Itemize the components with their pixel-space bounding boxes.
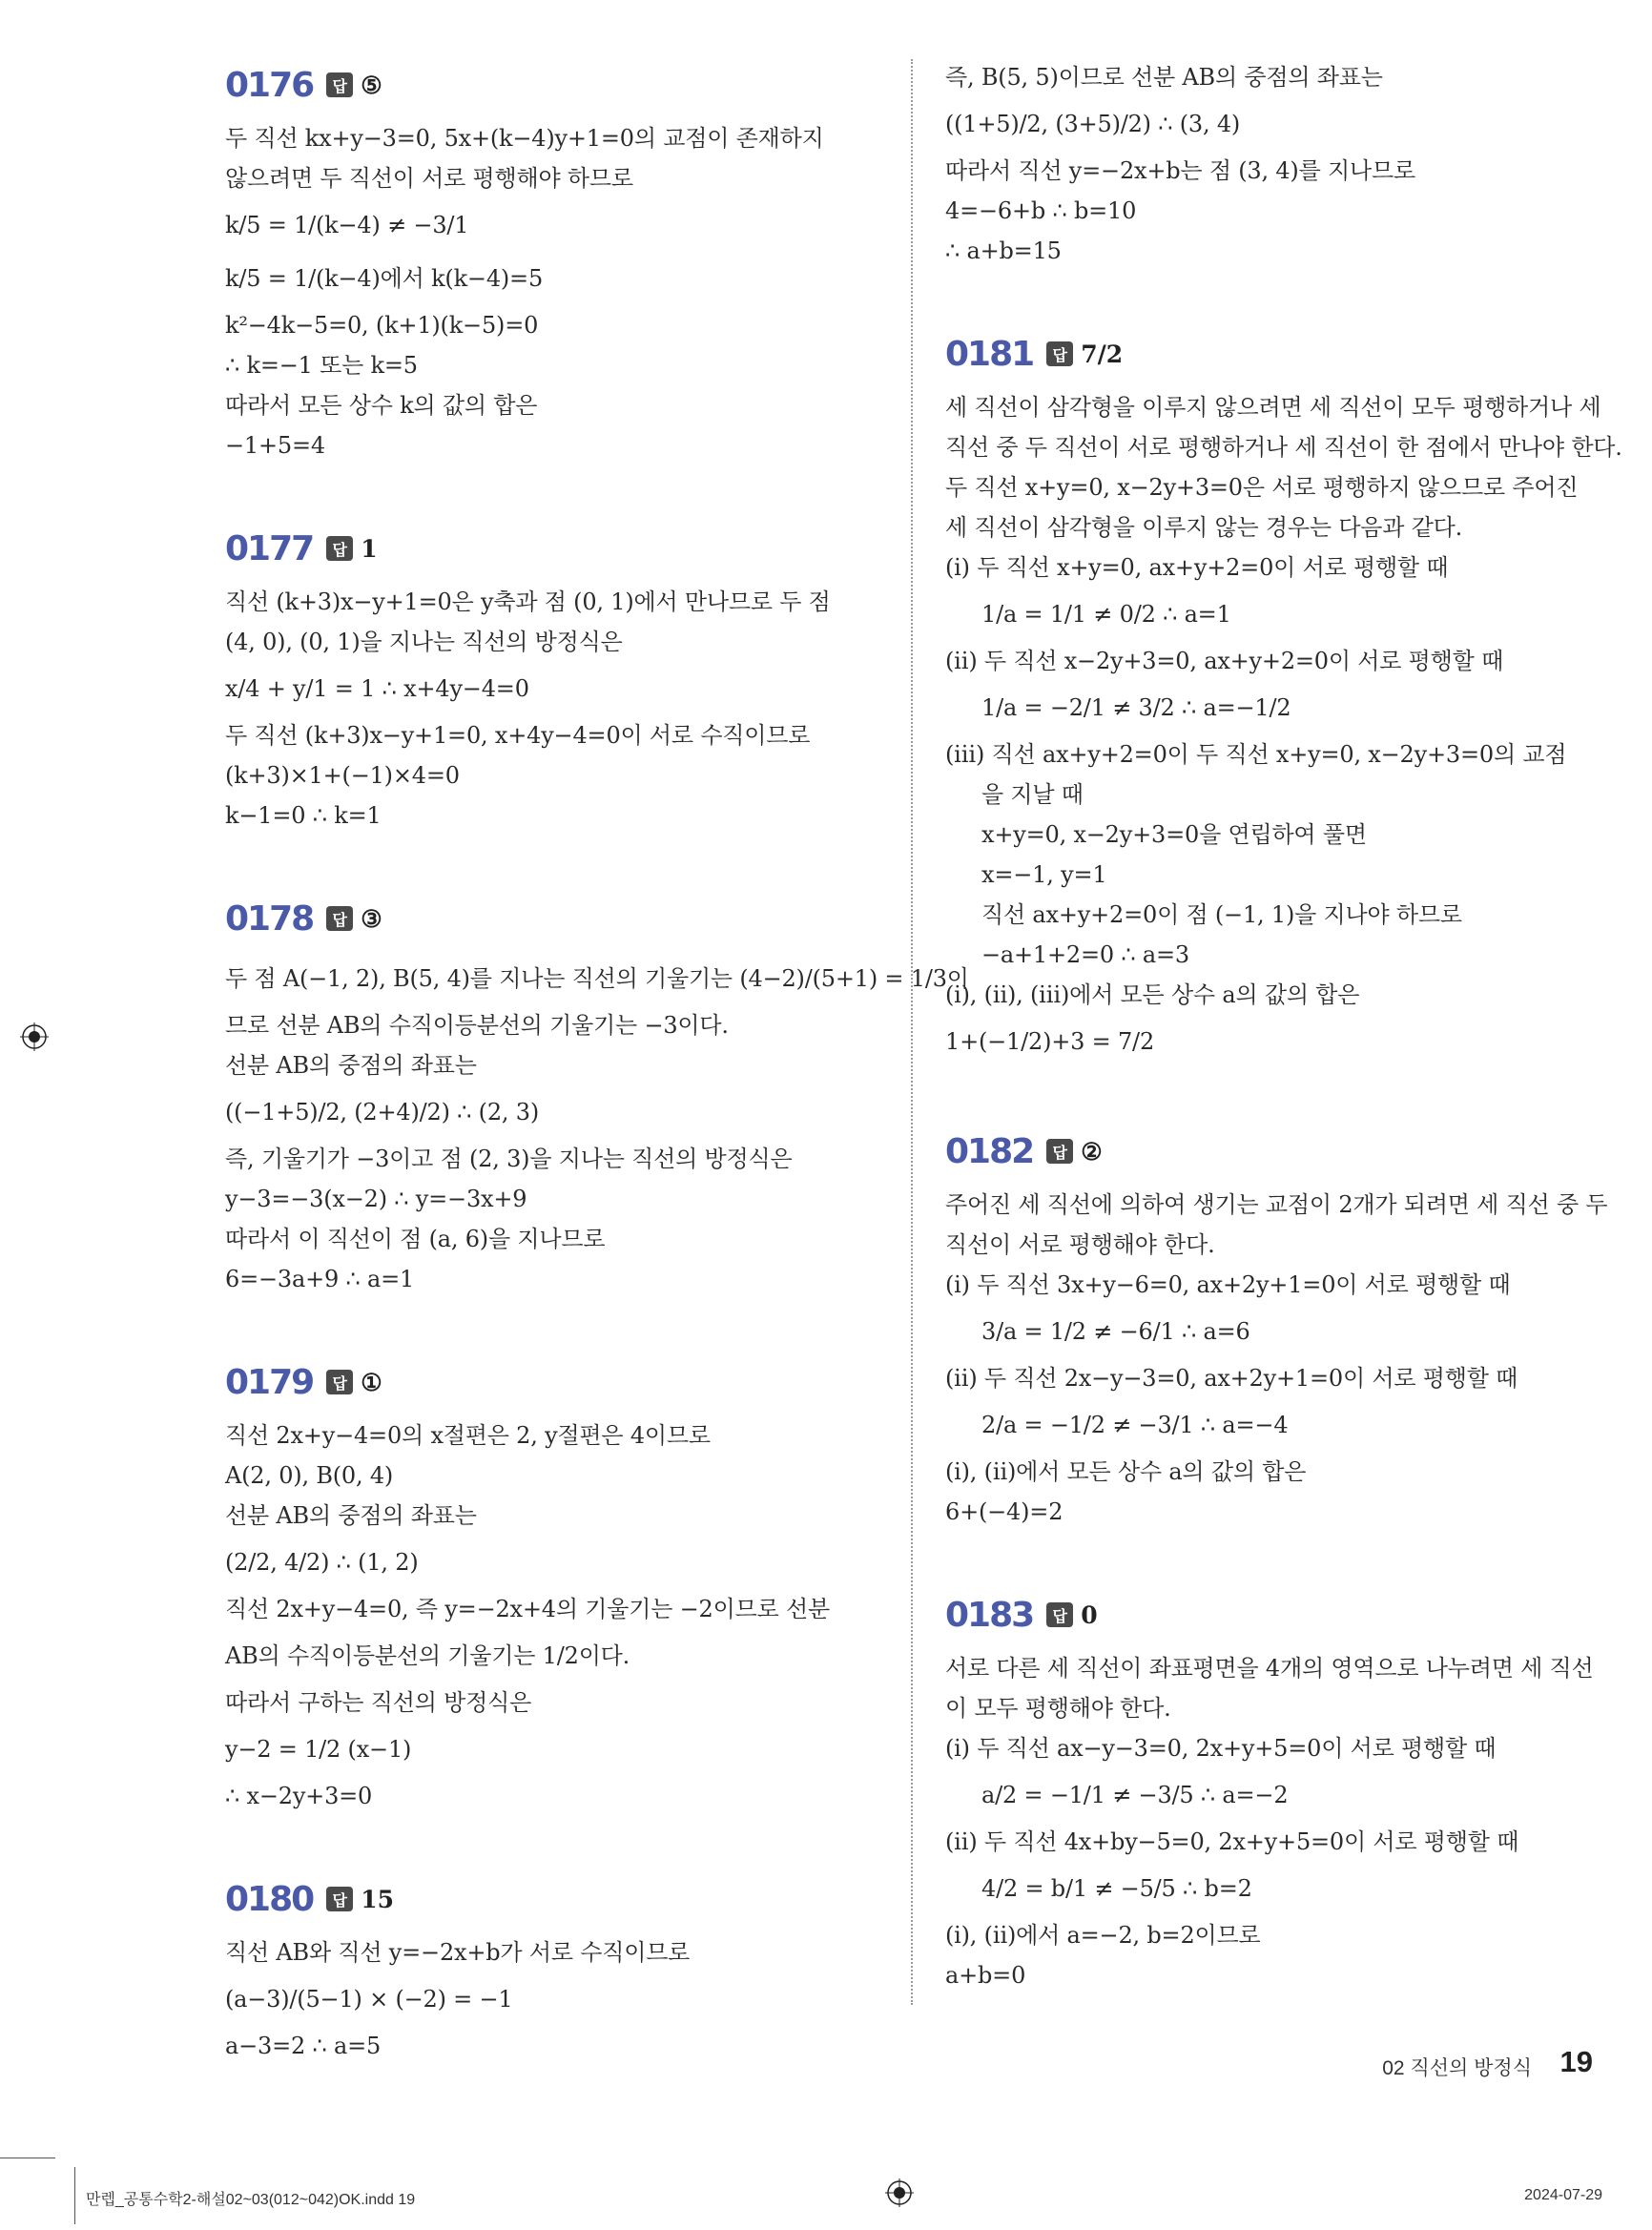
- solution-line: (ⅱ) 두 직선 2x−y−3=0, ax+2y+1=0이 서로 평행할 때: [945, 1365, 1518, 1392]
- solution-line: 않으려면 두 직선이 서로 평행해야 하므로: [225, 165, 633, 192]
- problem-header: [225, 521, 883, 576]
- solution-line: y−2 = 1/2 (x−1): [225, 1736, 412, 1763]
- answer-value: ②: [1081, 1137, 1103, 1166]
- answer-value: 1: [361, 534, 378, 563]
- solution-line: ∴ k=−1 또는 k=5: [225, 352, 418, 379]
- answer-badge: 답: [1046, 1139, 1073, 1164]
- solution-line: 따라서 모든 상수 k의 값의 합은: [225, 392, 538, 419]
- solution-line: 즉, 기울기가 −3이고 점 (2, 3)을 지나는 직선의 방정식은: [225, 1146, 793, 1172]
- problem-header: [225, 1354, 883, 1410]
- answer-value: 0: [1081, 1600, 1098, 1629]
- trim-mark: [74, 2167, 75, 2224]
- solution-line: a−3=2 ∴ a=5: [225, 2033, 382, 2059]
- problem-0180: [225, 1871, 883, 2066]
- solution-line: 선분 AB의 중점의 좌표는: [225, 1052, 477, 1079]
- answer-badge: 답: [326, 72, 353, 97]
- problem-0183: [945, 1587, 1603, 1995]
- solution-line: (ⅰ) 두 직선 ax−y−3=0, 2x+y+5=0이 서로 평행할 때: [945, 1735, 1497, 1762]
- solution-line: A(2, 0), B(0, 4): [225, 1462, 394, 1489]
- problem-number: 0179: [225, 1362, 314, 1402]
- answer-value: ⑤: [361, 71, 382, 99]
- solution-line: a+b=0: [945, 1962, 1026, 1989]
- solution-line: (a−3)/(5−1) × (−2) = −1: [225, 1986, 513, 2013]
- problem-header: [225, 57, 883, 113]
- solution-line: (ⅲ) 직선 ax+y+2=0이 두 직선 x+y=0, x−2y+3=0의 교점: [945, 741, 1567, 768]
- registration-mark-icon: [20, 1022, 49, 1051]
- left-column: [225, 57, 969, 2121]
- solution-line: x/4 + y/1 = 1 ∴ x+4y−4=0: [225, 675, 529, 702]
- solution-line: 3/a = 1/2 ≠ −6/1 ∴ a=6: [981, 1318, 1250, 1345]
- solution-line: −1+5=4: [225, 432, 325, 459]
- problem-header: [945, 1587, 1603, 1642]
- answer-badge: 답: [1046, 1602, 1073, 1627]
- answer-badge: 답: [326, 536, 353, 561]
- print-date: 2024-07-29: [1524, 2187, 1602, 2203]
- problem-0182: [945, 1124, 1608, 1532]
- solution-line: −a+1+2=0 ∴ a=3: [981, 941, 1189, 968]
- solution-line: 1/a = 1/1 ≠ 0/2 ∴ a=1: [981, 601, 1231, 628]
- solution-line: 2/a = −1/2 ≠ −3/1 ∴ a=−4: [981, 1412, 1289, 1438]
- solution-line: (ⅰ), (ⅱ)에서 모든 상수 a의 값의 합은: [945, 1458, 1307, 1485]
- solution-line: ((−1+5)/2, (2+4)/2) ∴ (2, 3): [225, 1099, 540, 1125]
- solution-line: 두 직선 x+y=0, x−2y+3=0은 서로 평행하지 않으므로 주어진: [945, 474, 1579, 501]
- solution-line: 선분 AB의 중점의 좌표는: [225, 1502, 477, 1529]
- problem-number: 0177: [225, 528, 314, 568]
- solution-line: ((1+5)/2, (3+5)/2) ∴ (3, 4): [945, 111, 1241, 137]
- solution-line: 직선 중 두 직선이 서로 평행하거나 세 직선이 한 점에서 만나야 한다.: [945, 434, 1622, 461]
- solution-line: 세 직선이 삼각형을 이루지 않으려면 세 직선이 모두 평행하거나 세: [945, 394, 1601, 421]
- problem-0181: [945, 326, 1622, 1068]
- solution-line: 따라서 구하는 직선의 방정식은: [225, 1689, 532, 1716]
- solution-line: 따라서 직선 y=−2x+b는 점 (3, 4)를 지나므로: [945, 157, 1415, 184]
- print-file-info: 만렙_공통수학2-해설02~03(012~042)OK.indd 19: [86, 2192, 416, 2208]
- registration-mark-icon: [885, 2178, 914, 2207]
- problem-header: [225, 891, 883, 946]
- solution-line: k/5 = 1/(k−4)에서 k(k−4)=5: [225, 265, 544, 292]
- solution-line: a/2 = −1/1 ≠ −3/5 ∴ a=−2: [981, 1782, 1289, 1808]
- answer-badge: 답: [326, 1887, 353, 1911]
- solution-line: 두 직선 (k+3)x−y+1=0, x+4y−4=0이 서로 수직이므로: [225, 722, 811, 749]
- solution-line: 직선 2x+y−4=0의 x절편은 2, y절편은 4이므로: [225, 1422, 711, 1449]
- solution-line: k/5 = 1/(k−4) ≠ −3/1: [225, 212, 469, 238]
- problem-number: 0176: [225, 65, 314, 105]
- solution-line: (ⅰ), (ⅱ)에서 a=−2, b=2이므로: [945, 1922, 1261, 1949]
- solution-line: (k+3)×1+(−1)×4=0: [225, 762, 460, 789]
- solution-line: 두 직선 kx+y−3=0, 5x+(k−4)y+1=0의 교점이 존재하지: [225, 125, 824, 152]
- problem-continuation: [945, 57, 1603, 271]
- solution-line: (ⅱ) 두 직선 4x+by−5=0, 2x+y+5=0이 서로 평행할 때: [945, 1828, 1519, 1855]
- problem-header: [945, 1124, 1603, 1179]
- solution-line: 따라서 이 직선이 점 (a, 6)을 지나므로: [225, 1226, 606, 1252]
- solution-line: 즉, B(5, 5)이므로 선분 AB의 중점의 좌표는: [945, 64, 1383, 91]
- solution-line: AB의 수직이등분선의 기울기는 1/2이다.: [225, 1642, 630, 1669]
- solution-line: 직선 ax+y+2=0이 점 (−1, 1)을 지나야 하므로: [981, 901, 1462, 928]
- answer-value: ③: [361, 904, 382, 933]
- solution-line: 직선 2x+y−4=0, 즉 y=−2x+4의 기울기는 −2이므로 선분: [225, 1596, 830, 1622]
- answer-value: ①: [361, 1368, 382, 1396]
- problem-header: [225, 1871, 883, 1927]
- solution-line: (ⅰ), (ⅱ), (ⅲ)에서 모든 상수 a의 값의 합은: [945, 981, 1360, 1008]
- solution-line: ∴ x−2y+3=0: [225, 1783, 373, 1809]
- problem-number: 0178: [225, 898, 314, 939]
- solution-line: (ⅰ) 두 직선 3x+y−6=0, ax+2y+1=0이 서로 평행할 때: [945, 1271, 1511, 1298]
- solution-line: (4, 0), (0, 1)을 지나는 직선의 방정식은: [225, 629, 623, 655]
- solution-line: 4=−6+b ∴ b=10: [945, 197, 1137, 224]
- answer-badge: 답: [326, 906, 353, 931]
- solution-line: 세 직선이 삼각형을 이루지 않는 경우는 다음과 같다.: [945, 514, 1463, 541]
- problem-0177: [225, 521, 883, 836]
- solution-line: k−1=0 ∴ k=1: [225, 802, 382, 829]
- solution-line: 주어진 세 직선에 의하여 생기는 교점이 2개가 되려면 세 직선 중 두: [945, 1191, 1608, 1218]
- page-number: 19: [1559, 2045, 1593, 2078]
- solution-line: (ⅱ) 두 직선 x−2y+3=0, ax+y+2=0이 서로 평행할 때: [945, 648, 1504, 674]
- right-column: [945, 57, 1622, 2051]
- solution-line: 직선 AB와 직선 y=−2x+b가 서로 수직이므로: [225, 1939, 691, 1966]
- solution-line: y−3=−3(x−2) ∴ y=−3x+9: [225, 1186, 527, 1212]
- solution-line: 6=−3a+9 ∴ a=1: [225, 1266, 415, 1292]
- solution-line: 이 모두 평행해야 한다.: [945, 1695, 1171, 1722]
- answer-badge: 답: [326, 1370, 353, 1394]
- answer-value: 15: [361, 1885, 394, 1913]
- solution-line: (2/2, 4/2) ∴ (1, 2): [225, 1549, 419, 1576]
- solution-line: (ⅰ) 두 직선 x+y=0, ax+y+2=0이 서로 평행할 때: [945, 554, 1449, 581]
- solution-line: 4/2 = b/1 ≠ −5/5 ∴ b=2: [981, 1875, 1252, 1902]
- solution-line: x+y=0, x−2y+3=0을 연립하여 풀면: [981, 821, 1367, 848]
- solution-line: ∴ a+b=15: [945, 237, 1062, 264]
- solution-line: k²−4k−5=0, (k+1)(k−5)=0: [225, 312, 539, 339]
- column-divider: [911, 59, 913, 2005]
- problem-header: [945, 326, 1603, 382]
- problem-0179: [225, 1354, 883, 1816]
- solution-line: 두 점 A(−1, 2), B(5, 4)를 지나는 직선의 기울기는 (4−2)/(5+1) = 1/3이: [225, 965, 969, 992]
- solution-line: 서로 다른 세 직선이 좌표평면을 4개의 영역으로 나누려면 세 직선: [945, 1655, 1594, 1682]
- problem-0176: [225, 57, 883, 465]
- answer-badge: 답: [1046, 341, 1073, 366]
- problem-number: 0182: [945, 1131, 1034, 1171]
- solution-line: 을 지날 때: [981, 781, 1084, 808]
- solution-line: 직선이 서로 평행해야 한다.: [945, 1231, 1215, 1258]
- solution-line: x=−1, y=1: [981, 861, 1107, 888]
- answer-value: 7/2: [1081, 340, 1124, 368]
- solution-line: 므로 선분 AB의 수직이등분선의 기울기는 −3이다.: [225, 1012, 729, 1039]
- solution-line: 직선 (k+3)x−y+1=0은 y축과 점 (0, 1)에서 만나므로 두 점: [225, 588, 831, 615]
- section-title: 02 직선의 방정식: [1382, 2057, 1532, 2079]
- problem-number: 0181: [945, 334, 1034, 374]
- problem-number: 0183: [945, 1595, 1034, 1635]
- solution-line: 1+(−1/2)+3 = 7/2: [945, 1028, 1155, 1055]
- problem-0178: [225, 891, 969, 1299]
- problem-number: 0180: [225, 1879, 314, 1919]
- solution-line: 6+(−4)=2: [945, 1498, 1063, 1525]
- solution-line: 1/a = −2/1 ≠ 3/2 ∴ a=−1/2: [981, 694, 1291, 721]
